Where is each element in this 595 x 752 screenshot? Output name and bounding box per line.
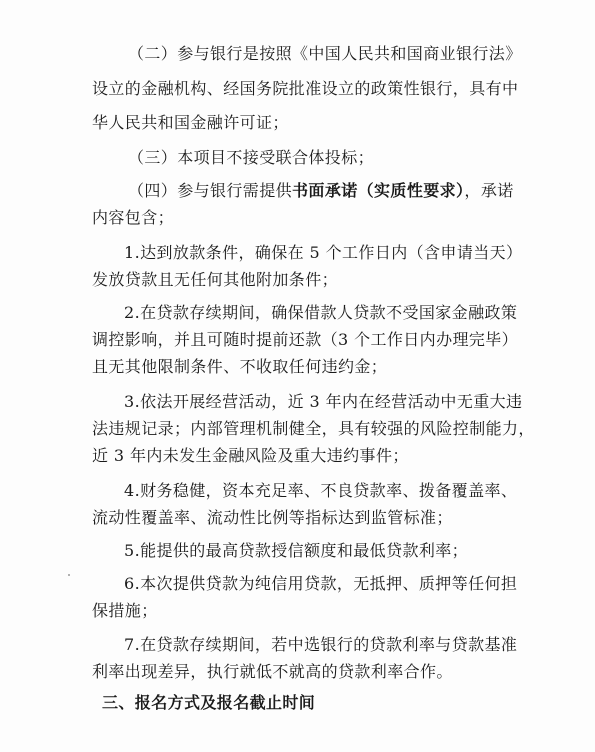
clause-4-pre: （四）参与银行需提供 [128, 181, 293, 200]
item-3-line-3: 近 3 年内未发生金融风险及重大违约事件； [92, 446, 409, 465]
section-heading: 三、报名方式及报名截止时间 [102, 693, 316, 712]
item-1-line-1: 1.达到放款条件，确保在 5 个工作日内（含申请当天） [124, 243, 523, 262]
item-4-line-1: 4.财务稳健，资本充足率、不良贷款率、拨备覆盖率、 [124, 481, 518, 500]
scan-speck [68, 574, 70, 576]
item-7-line-2: 利率出现差异，执行就低不就高的贷款利率合作。 [92, 662, 453, 681]
clause-4-post: ，承诺 [464, 181, 514, 200]
clause-3-line: （三）本项目不接受联合体投标； [128, 148, 375, 167]
item-6-line-2: 保措施； [92, 601, 158, 620]
item-2-line-1: 2.在贷款存续期间，确保借款人贷款不受国家金融政策 [124, 303, 518, 322]
item-3-line-2: 法违规记录；内部管理机制健全，具有较强的风险控制能力， [92, 419, 535, 438]
clause-4-line-1 [128, 181, 514, 201]
item-5-line: 5.能提供的最高贷款授信额度和最低贷款利率； [124, 541, 469, 560]
item-4-line-2: 流动性覆盖率、流动性比例等指标达到监管标准； [92, 508, 453, 527]
clause-4-emphasis: 书面承诺（实质性要求） [292, 181, 465, 200]
clause-2-line-2: 设立的金融机构、经国务院批准设立的政策性银行，具有中 [92, 79, 519, 98]
item-2-line-2: 调控影响，并且可随时提前还款（3 个工作日内办理完毕） [92, 330, 519, 349]
clause-4-line-2: 内容包含； [92, 208, 175, 227]
item-3-line-1: 3.依法开展经营活动，近 3 年内在经营活动中无重大违 [124, 392, 523, 411]
item-2-line-3: 且无其他限制条件、不收取任何违约金； [92, 357, 388, 376]
clause-2-line-1: （二）参与银行是按照《中国人民共和国商业银行法》 [128, 44, 522, 63]
item-6-line-1: 6.本次提供贷款为纯信用贷款，无抵押、质押等任何担 [124, 574, 518, 593]
clause-2-line-3: 华人民共和国金融许可证； [92, 113, 289, 132]
item-1-line-2: 发放贷款且无任何其他附加条件； [92, 270, 339, 289]
item-7-line-1: 7.在贷款存续期间，若中选银行的贷款利率与贷款基准 [124, 635, 518, 654]
